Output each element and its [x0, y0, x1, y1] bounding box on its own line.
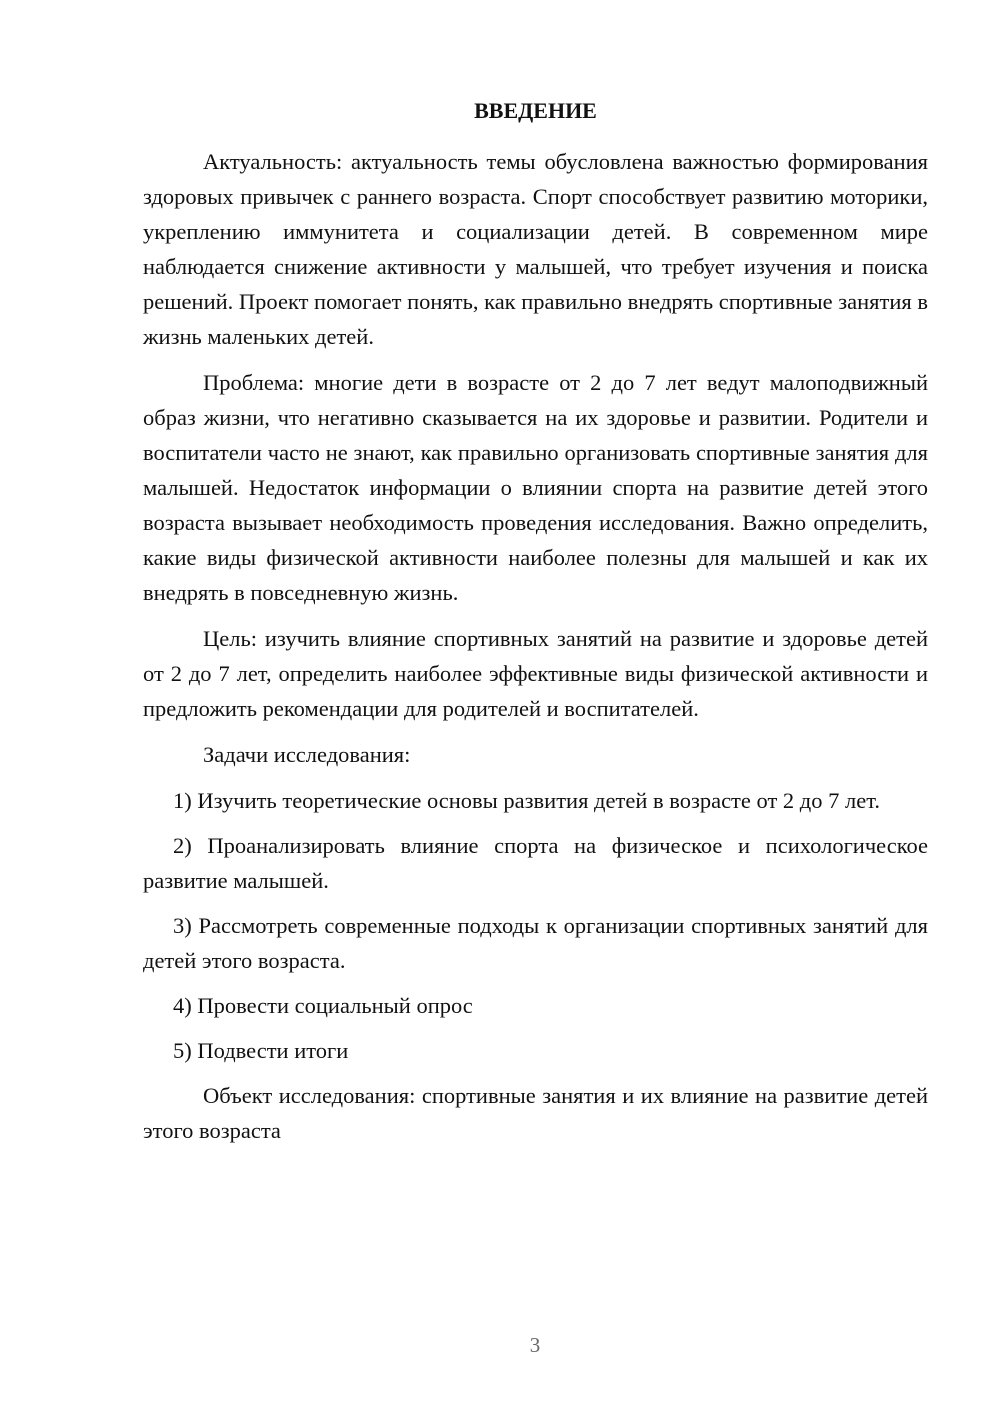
paragraph-object: Объект исследования: спортивные занятия и их влияние на развитие детей этого возраста	[143, 1083, 928, 1143]
paragraph-goal: Цель: изучить влияние спортивных занятий на развитие и здоровье детей от 2 до 7 лет, определить наиболее эффективные виды физической активности и предложить рекомендации для родителей и воспитателей.	[143, 626, 928, 721]
page-title: ВВЕДЕНИЕ	[474, 98, 597, 123]
page-number: 3	[529, 1333, 541, 1357]
task-item: 1) Изучить теоретические основы развития детей в возрасте от 2 до 7 лет.	[173, 788, 880, 813]
task-item: 3) Рассмотреть современные подходы к организации спортивных занятий для детей этого возраста.	[143, 913, 928, 973]
tasks-heading: Задачи исследования:	[203, 742, 411, 767]
page-content	[143, 93, 928, 1159]
paragraph-relevance: Актуальность: актуальность темы обусловлена важностью формирования здоровых привычек с раннего возраста. Спорт способствует развитию моторики, укреплению иммунитета и социализации детей. В современном мире наблюдается снижение активности у малышей, что требует изучения и поиска решений. Проект помогает понять, как правильно внедрять спортивные занятия в жизнь маленьких детей.	[143, 149, 928, 349]
task-item: 4) Провести социальный опрос	[173, 993, 473, 1018]
task-item: 5) Подвести итоги	[173, 1038, 349, 1063]
paragraph-problem: Проблема: многие дети в возрасте от 2 до 7 лет ведут малоподвижный образ жизни, что негативно сказывается на их здоровье и развитии. Родители и воспитатели часто не знают, как правильно организовать спортивные занятия для малышей. Недостаток информации о влиянии спорта на развитие детей этого возраста вызывает необходимость проведения исследования. Важно определить, какие виды физической активности наиболее полезны для малышей и как их внедрять в повседневную жизнь.	[143, 370, 928, 605]
task-item: 2) Проанализировать влияние спорта на физическое и психологическое развитие малышей.	[143, 833, 928, 893]
